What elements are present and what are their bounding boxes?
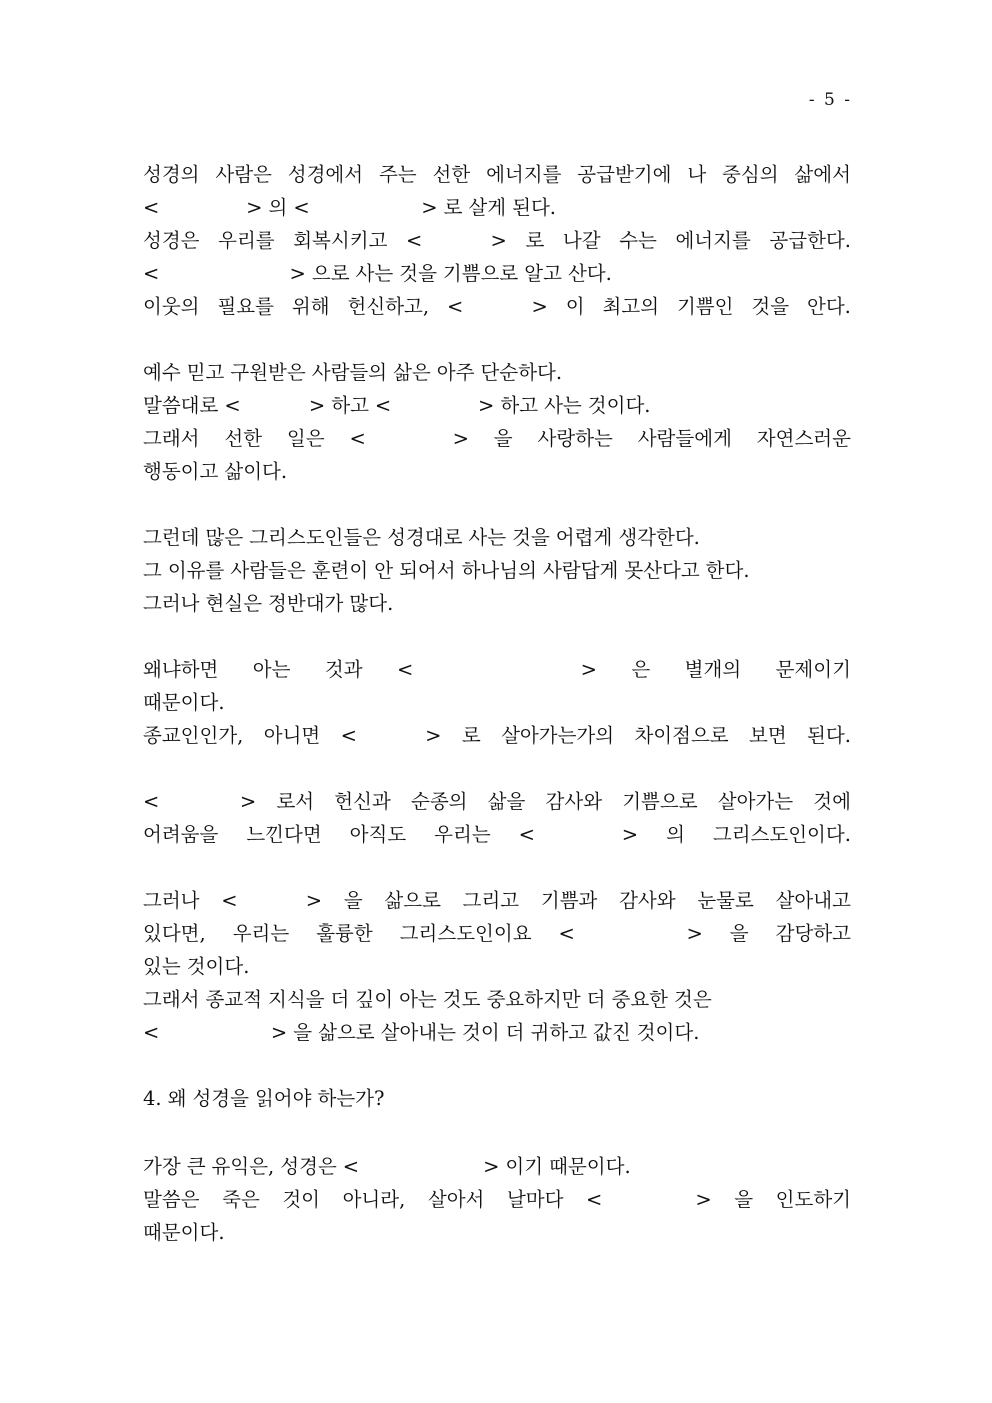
text-word: 그래서 bbox=[143, 427, 200, 450]
text-word: 아직도 bbox=[349, 823, 407, 846]
text-word: 사는 bbox=[355, 262, 394, 285]
text-line bbox=[143, 1221, 851, 1245]
text-word: 나갈 bbox=[562, 229, 601, 252]
text-line bbox=[143, 559, 851, 583]
text-word: < > bbox=[349, 427, 469, 450]
text-word: 유익은, bbox=[211, 1155, 275, 1178]
text-word: 훌륭한 bbox=[316, 922, 373, 945]
text-line bbox=[143, 988, 851, 1012]
text-word: 사는 bbox=[468, 526, 507, 549]
text-word: 삶을 bbox=[487, 790, 526, 813]
text-word: 사람들의 bbox=[311, 361, 388, 384]
text-word: 것이다. bbox=[636, 1021, 700, 1044]
text-word: < > bbox=[342, 1155, 500, 1178]
text-word: 이기 bbox=[505, 1155, 544, 1178]
text-word: 공급받기에 bbox=[577, 163, 672, 186]
text-line bbox=[143, 394, 851, 418]
text-word: 것도 bbox=[442, 988, 481, 1011]
text-word: 헌신하고, bbox=[347, 295, 430, 318]
text-word: 성경을 bbox=[192, 1087, 249, 1110]
text-word: 많다. bbox=[349, 592, 394, 615]
text-word: 날마다 bbox=[506, 1188, 564, 1211]
text-word: 것은 bbox=[674, 988, 712, 1011]
text-word: 을 bbox=[343, 889, 363, 912]
text-word: 감당하고 bbox=[775, 922, 851, 945]
text-word: 죽은 bbox=[222, 1188, 260, 1211]
text-word: 우리를 bbox=[218, 229, 275, 252]
text-word: 수는 bbox=[619, 229, 657, 252]
text-word: 아는 bbox=[252, 658, 291, 681]
text-word: 로서 bbox=[276, 790, 315, 813]
text-line bbox=[143, 691, 851, 715]
text-word: 사람들에게 bbox=[637, 427, 732, 450]
text-line bbox=[143, 361, 851, 385]
text-word: 으로 bbox=[311, 262, 350, 285]
text-line bbox=[143, 196, 851, 220]
text-word: 성경에서 bbox=[287, 163, 364, 186]
text-word: 단순하다. bbox=[480, 361, 563, 384]
text-word: 하고 bbox=[331, 394, 369, 417]
text-word: 된다. bbox=[807, 724, 851, 747]
text-word: 안다. bbox=[807, 295, 851, 318]
text-word: 선한 bbox=[224, 427, 263, 450]
text-word: 공급한다. bbox=[769, 229, 851, 252]
text-word: 귀하고 bbox=[530, 1021, 588, 1044]
text-word: 더 bbox=[330, 988, 350, 1011]
text-line bbox=[143, 592, 851, 616]
text-word: 말씀대로 bbox=[143, 394, 219, 417]
text-word: 삶은 bbox=[393, 361, 431, 384]
text-word: < > bbox=[374, 394, 495, 417]
text-word: 의 bbox=[268, 196, 288, 219]
text-word: 순종의 bbox=[410, 790, 468, 813]
text-word: 종교적 bbox=[205, 988, 263, 1011]
text-word: 것을 bbox=[399, 262, 437, 285]
text-word: < > bbox=[221, 889, 323, 912]
text-word: 값진 bbox=[593, 1021, 631, 1044]
text-word: 필요를 bbox=[217, 295, 274, 318]
text-word: 사람들은 bbox=[230, 559, 306, 582]
text-word: 더 bbox=[505, 1021, 525, 1044]
text-line bbox=[143, 295, 851, 319]
text-word: 은 bbox=[631, 658, 651, 681]
text-word: 살아가는 bbox=[717, 790, 794, 813]
text-word: 차이점으로 bbox=[634, 724, 729, 747]
text-word: 때문이다. bbox=[549, 1155, 631, 1178]
text-word: 사는 bbox=[544, 394, 582, 417]
text-word: 사람은 bbox=[215, 163, 272, 186]
text-word: 것이 bbox=[282, 1188, 321, 1211]
text-word: 감사와 bbox=[545, 790, 603, 813]
text-word: 위해 bbox=[291, 295, 330, 318]
text-word: < > bbox=[396, 658, 597, 681]
text-word: 의 bbox=[666, 823, 685, 846]
text-word: < > bbox=[446, 295, 548, 318]
text-word: 살아내고 bbox=[775, 889, 851, 912]
text-word: 사람답게 bbox=[542, 559, 619, 582]
text-word: 살아가는가의 bbox=[501, 724, 615, 747]
text-word: 을 bbox=[293, 1021, 313, 1044]
text-line bbox=[143, 1021, 851, 1045]
text-word: 그리스도인이다. bbox=[712, 823, 851, 846]
text-word: 한다. bbox=[705, 559, 750, 582]
text-word: 하는가? bbox=[317, 1087, 385, 1110]
text-word: 을 bbox=[734, 1188, 754, 1211]
text-word: 문제이기 bbox=[775, 658, 851, 681]
text-word: 살아서 bbox=[427, 1188, 485, 1211]
text-word: 을 bbox=[729, 922, 749, 945]
text-word: 그리스도인이요 bbox=[399, 922, 532, 945]
text-word: 그런데 bbox=[143, 526, 200, 549]
text-word: 것에 bbox=[813, 790, 851, 813]
text-word: 것이 bbox=[461, 1021, 500, 1044]
text-line bbox=[143, 724, 851, 748]
text-word: 많은 bbox=[205, 526, 244, 549]
text-word: 종교인인가, bbox=[143, 724, 244, 747]
text-word: 살아내는 bbox=[380, 1021, 456, 1044]
text-word: 살게 bbox=[468, 196, 507, 219]
text-word: 성경대로 bbox=[387, 526, 463, 549]
text-word: 회복시키고 bbox=[293, 229, 388, 252]
text-word: 가장 bbox=[143, 1155, 181, 1178]
text-word: 아니면 bbox=[263, 724, 321, 747]
text-word: 기쁨으로 bbox=[442, 262, 519, 285]
text-word: 선한 bbox=[432, 163, 471, 186]
text-word: 것이다. bbox=[186, 955, 250, 978]
text-word: 것을 bbox=[512, 526, 550, 549]
text-word: 에너지를 bbox=[675, 229, 751, 252]
text-word: 정반대가 bbox=[268, 592, 344, 615]
text-word: 자연스러운 bbox=[756, 427, 851, 450]
text-word: 성경은 bbox=[280, 1155, 337, 1178]
text-word: 별개의 bbox=[684, 658, 742, 681]
text-word: 예수 bbox=[143, 361, 181, 384]
text-line bbox=[143, 526, 851, 550]
text-line bbox=[143, 955, 851, 979]
text-word: 우리는 bbox=[232, 922, 290, 945]
text-word: 하고 bbox=[500, 394, 539, 417]
text-word: 아주 bbox=[436, 361, 475, 384]
text-word: 중요하지만 bbox=[486, 988, 581, 1011]
text-word: 것을 bbox=[751, 295, 790, 318]
text-word: 그러나 bbox=[143, 592, 200, 615]
text-word: 삶으로 bbox=[384, 889, 441, 912]
text-line bbox=[143, 427, 851, 451]
text-word: 사랑하는 bbox=[537, 427, 613, 450]
text-word: 그래서 bbox=[143, 988, 200, 1011]
text-word: 최고의 bbox=[602, 295, 660, 318]
text-word: 것과 bbox=[324, 658, 363, 681]
text-word: 현실은 bbox=[205, 592, 263, 615]
text-line bbox=[143, 823, 851, 847]
text-word: 기쁨과 bbox=[540, 889, 598, 912]
text-word: < > bbox=[406, 229, 507, 252]
text-word: 되어서 bbox=[399, 559, 456, 582]
text-word: < > bbox=[224, 394, 326, 417]
text-word: 생각한다. bbox=[618, 526, 700, 549]
text-word: 그 bbox=[143, 559, 162, 582]
text-word: 알고 bbox=[524, 262, 562, 285]
text-line bbox=[143, 163, 851, 187]
text-word: 삶이다. bbox=[224, 460, 288, 483]
text-word: 일은 bbox=[286, 427, 325, 450]
text-word: 읽어야 bbox=[254, 1087, 312, 1110]
text-line bbox=[143, 229, 851, 253]
page-number: - 5 - bbox=[808, 90, 852, 110]
text-word: 큰 bbox=[186, 1155, 206, 1178]
text-word: 이유를 bbox=[167, 559, 225, 582]
text-word: 눈물로 bbox=[697, 889, 754, 912]
text-word: < > bbox=[143, 196, 263, 219]
text-word: 중심의 bbox=[722, 163, 779, 186]
text-word: 구원받은 bbox=[230, 361, 306, 384]
text-line bbox=[143, 460, 851, 484]
text-word: 안 bbox=[374, 559, 394, 582]
text-line bbox=[143, 1155, 851, 1179]
text-word: 느낀다면 bbox=[246, 823, 322, 846]
text-word: 을 bbox=[493, 427, 513, 450]
text-line bbox=[143, 1087, 851, 1111]
text-line bbox=[143, 790, 851, 814]
text-word: 산다. bbox=[567, 262, 612, 285]
text-word: 인도하기 bbox=[775, 1188, 851, 1211]
text-word: 된다. bbox=[512, 196, 556, 219]
text-word: 나 bbox=[687, 163, 707, 186]
text-word: 못산다고 bbox=[624, 559, 700, 582]
text-word: 에너지를 bbox=[486, 163, 562, 186]
text-word: 중요한 bbox=[611, 988, 668, 1011]
text-word: < > bbox=[143, 790, 257, 813]
text-word: < > bbox=[143, 262, 306, 285]
text-line bbox=[143, 1188, 851, 1212]
text-word: 로 bbox=[461, 724, 481, 747]
text-word: < > bbox=[340, 724, 442, 747]
text-line bbox=[143, 262, 851, 286]
text-word: 로 bbox=[443, 196, 463, 219]
text-word: 성경은 bbox=[143, 229, 200, 252]
text-word: 그리고 bbox=[462, 889, 520, 912]
text-word: 왜냐하면 bbox=[143, 658, 219, 681]
text-word: 이웃의 bbox=[143, 295, 200, 318]
text-word: 믿고 bbox=[186, 361, 225, 384]
text-word: 때문이다. bbox=[143, 691, 225, 714]
text-word: 4. bbox=[143, 1087, 162, 1110]
text-word: 그러나 bbox=[143, 889, 200, 912]
text-word: 성경의 bbox=[143, 163, 200, 186]
text-word: 아는 bbox=[399, 988, 437, 1011]
text-word: 깊이 bbox=[355, 988, 394, 1011]
text-word: < > bbox=[518, 823, 639, 846]
text-line bbox=[143, 922, 851, 946]
text-word: 보면 bbox=[749, 724, 787, 747]
text-word: 기쁨인 bbox=[676, 295, 734, 318]
text-word: 지식을 bbox=[268, 988, 325, 1011]
text-word: 삶으로 bbox=[318, 1021, 375, 1044]
text-word: 때문이다. bbox=[143, 1221, 225, 1244]
text-line bbox=[143, 658, 851, 682]
text-word: 로 bbox=[525, 229, 545, 252]
text-word: 헌신과 bbox=[334, 790, 391, 813]
text-word: 행동이고 bbox=[143, 460, 219, 483]
text-word: < > bbox=[558, 922, 703, 945]
text-line bbox=[143, 889, 851, 913]
text-word: < > bbox=[143, 1021, 288, 1044]
text-word: 더 bbox=[586, 988, 606, 1011]
text-word: 이 bbox=[565, 295, 585, 318]
text-word: 왜 bbox=[167, 1087, 187, 1110]
text-word: 우리는 bbox=[434, 823, 491, 846]
text-word: 삶에서 bbox=[794, 163, 851, 186]
text-word: 하나님의 bbox=[461, 559, 537, 582]
text-word: 말씀은 bbox=[143, 1188, 200, 1211]
text-word: 훈련이 bbox=[311, 559, 369, 582]
text-word: 기쁨으로 bbox=[622, 790, 698, 813]
text-word: 있는 bbox=[143, 955, 181, 978]
text-word: 것이다. bbox=[587, 394, 651, 417]
text-word: 어려움을 bbox=[143, 823, 219, 846]
text-word: 감사와 bbox=[619, 889, 676, 912]
text-word: 그리스도인들은 bbox=[249, 526, 382, 549]
text-word: 아니라, bbox=[342, 1188, 406, 1211]
text-word: 주는 bbox=[378, 163, 417, 186]
text-word: 어렵게 bbox=[555, 526, 613, 549]
text-word: 있다면, bbox=[143, 922, 206, 945]
text-word: < > bbox=[293, 196, 438, 219]
text-word: < > bbox=[586, 1188, 712, 1211]
